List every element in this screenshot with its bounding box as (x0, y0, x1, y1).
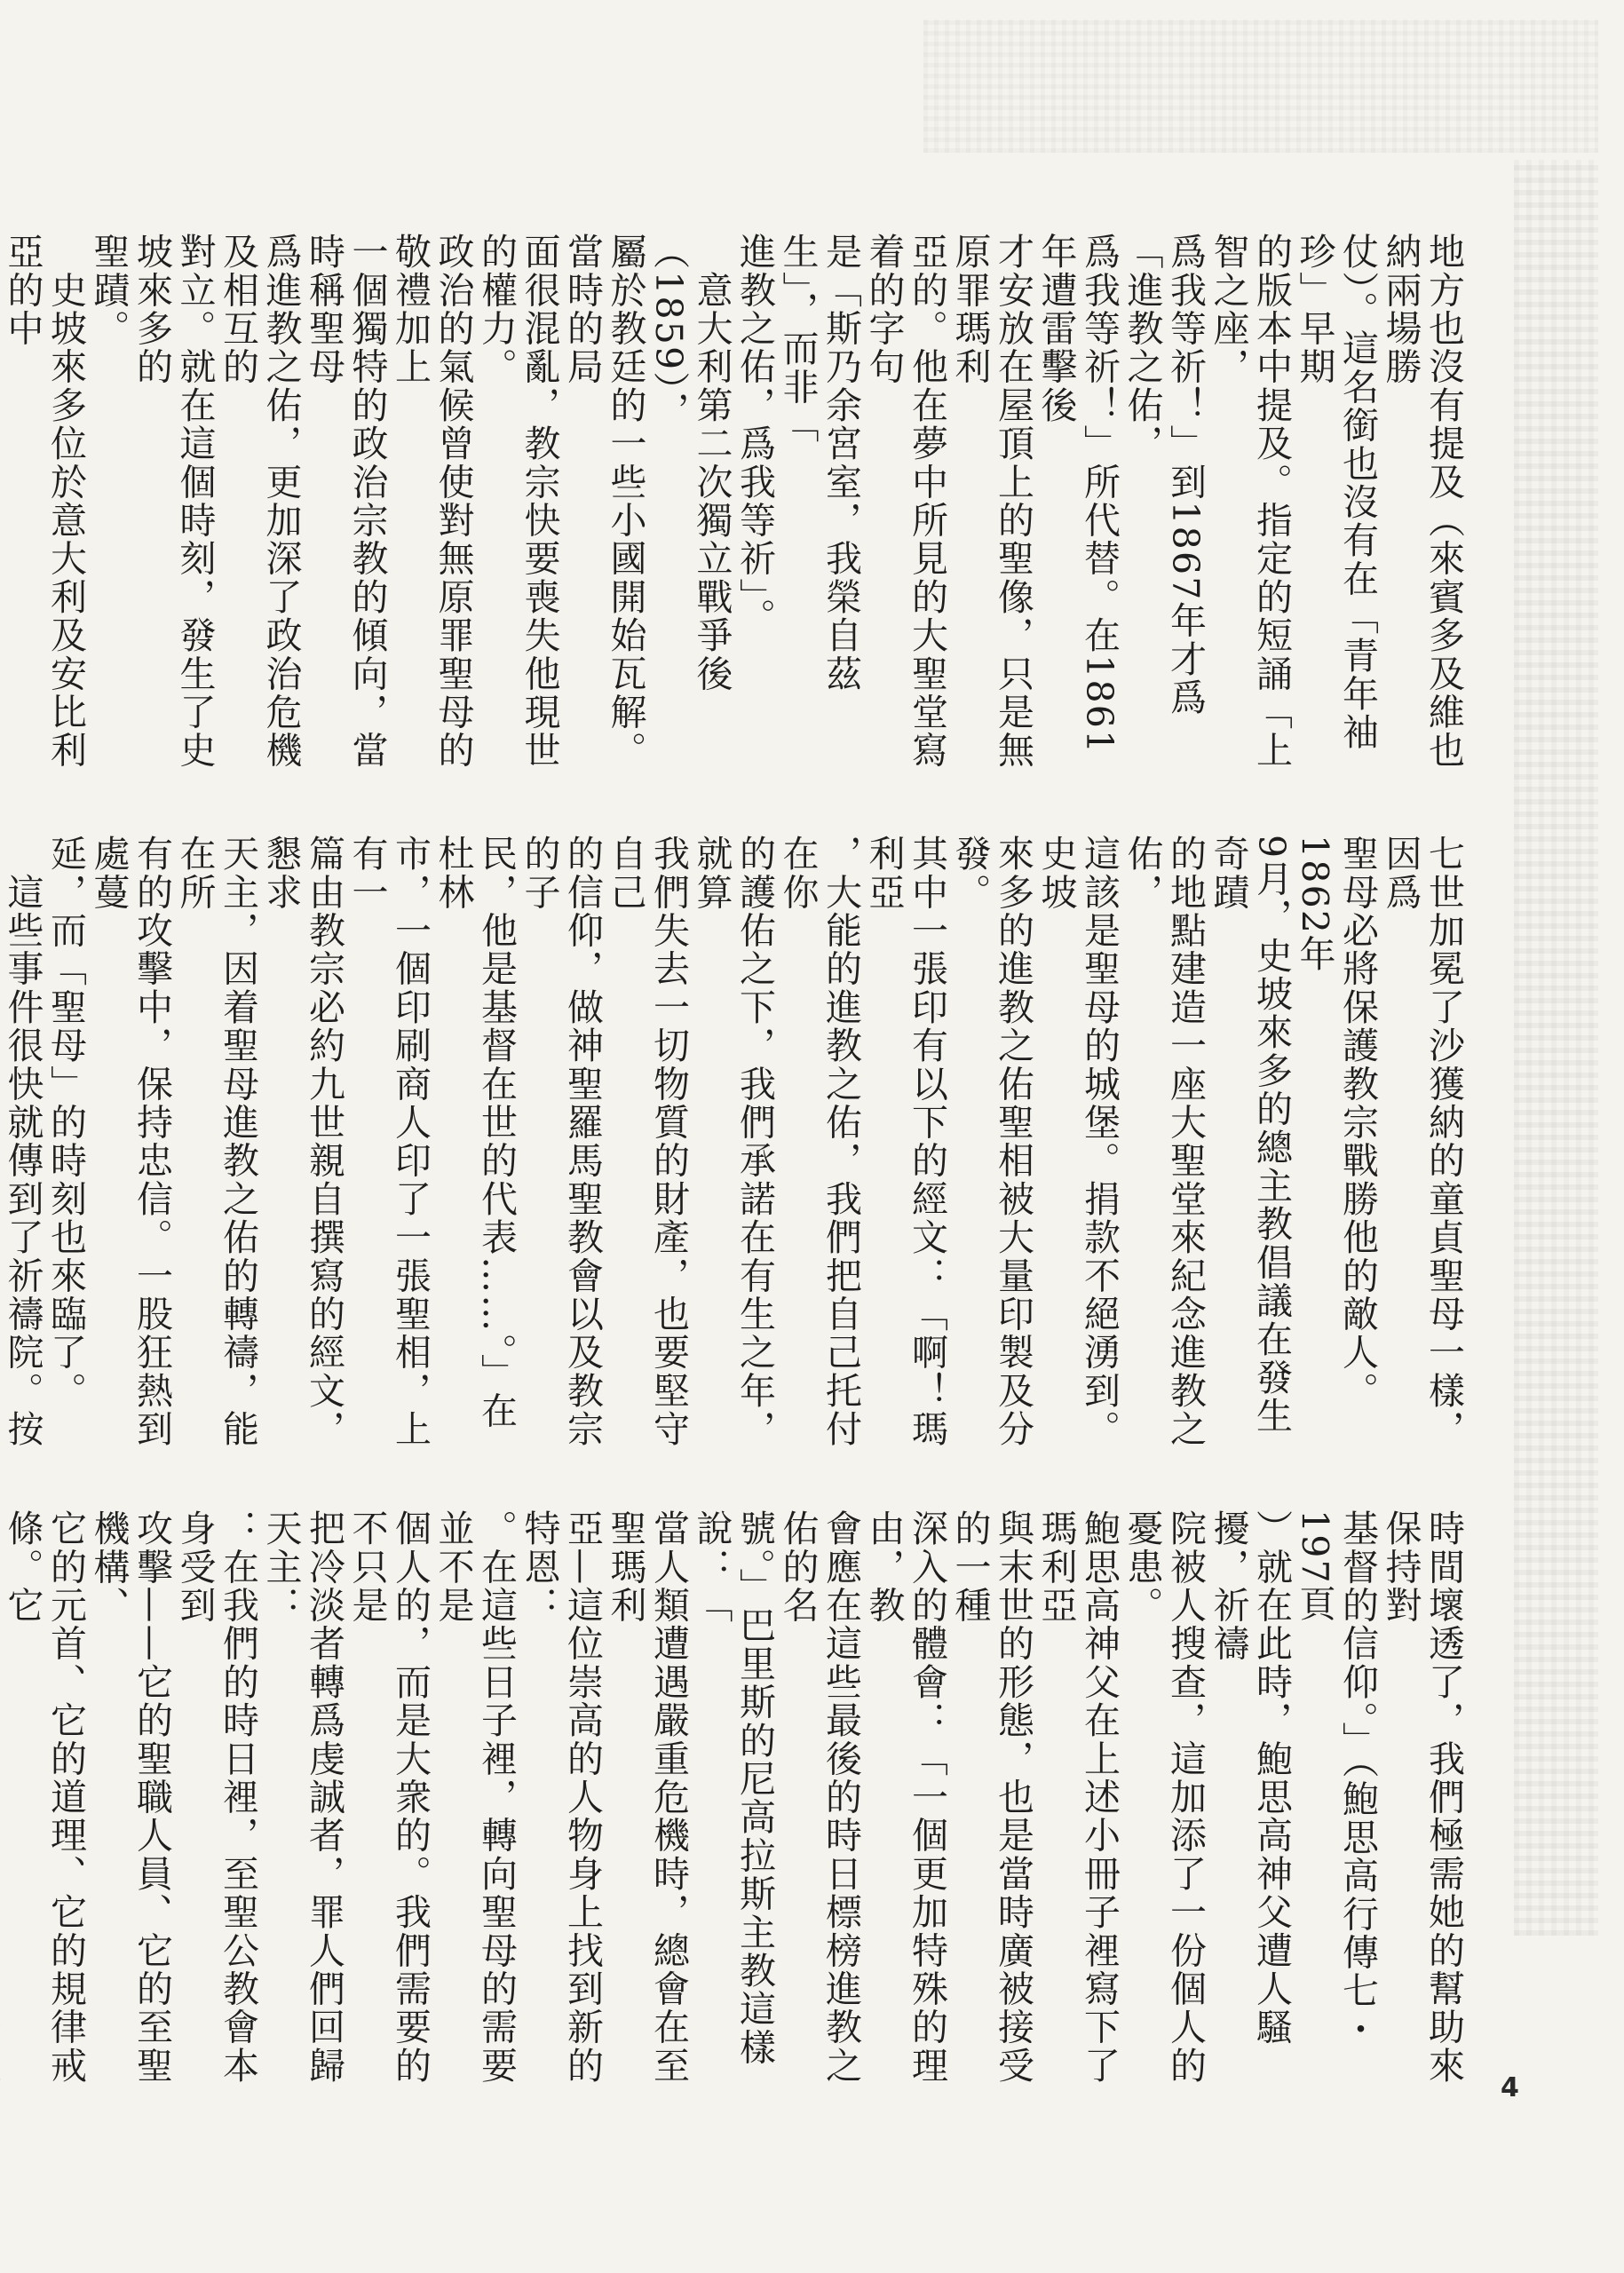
text-column: 攻擊——它的聖職人員、它的至聖機構、 (87, 1509, 173, 2085)
text-column: 會應在這些最後的時日標榜進教之佑的名 (776, 1509, 862, 2085)
text-column: 號。」巴里斯的尼高拉斯主教這樣說：「 (690, 1509, 776, 2067)
text-column: 市，一個印刷商人印了一張聖相，上有一 (345, 835, 432, 1449)
text-column: 聖蹟。 (87, 233, 131, 348)
text-column: 有的攻擊中，保持忠信。一股狂熱到處蔓 (87, 835, 173, 1449)
text-column: 亞的。他在夢中所見的大聖堂寫着的字句 (862, 233, 948, 770)
text-column: 爲進教之佑，更加深了政治危機及相互的 (217, 233, 303, 770)
text-column: 篇由教宗必約九世親自撰寫的經文，懇求 (259, 835, 345, 1449)
text-column: 政治的氣候曾使對無原罪聖母的敬禮加上 (389, 233, 475, 770)
text-block-bottom (1, 1509, 1465, 2113)
text-column: 七世加冕了沙獲納的童貞聖母一樣，因爲 (1379, 835, 1465, 1449)
text-column: 亞—這位崇高的人物身上找到新的特恩： (518, 1509, 604, 2085)
text-column: 的護佑之下，我們承諾在有生之年，就算 (690, 835, 776, 1449)
text-column: 深入的體會：「一個更加特殊的理由，教 (862, 1509, 948, 2085)
text-column: 它的元首、它的道理、它的規律戒條。它 (1, 1509, 87, 2085)
text-column: 的版本中提及。指定的短誦「上智之座， (1207, 233, 1293, 770)
text-column: 與末世的形態，也是當時廣被接受的一種 (948, 1509, 1034, 2085)
text-block-top (1, 233, 1465, 788)
text-column: ）就在此時，鮑思高神父遭人騷擾，祈禱 (1207, 1509, 1293, 2047)
text-column: 。在這些日子裡，轉向聖母的需要並不是 (432, 1509, 518, 2085)
text-column: 時間壞透了，我們極需她的幫助來保持對 (1379, 1509, 1465, 2085)
text-column: 是「斯乃余宮室，我榮自茲生」，而非「 (776, 233, 862, 693)
text-column: 史坡來多位於意大利及安比利亞的中 (1, 233, 87, 770)
text-column: 對立。就在這個時刻，發生了史坡來多的 (131, 233, 217, 770)
text-column: 天主，因着聖母進教之佑的轉禱，能在所 (173, 835, 259, 1449)
text-column: 面很混亂，教宗快要喪失他現世的權力。 (475, 233, 561, 770)
text-column: 鮑思高神父在上述小冊子裡寫下了瑪利亞 (1034, 1509, 1121, 2085)
text-column (0, 1509, 1, 2113)
text-column: ：在我們的時日裡，至聖公教會本身受到 (173, 1509, 259, 2085)
text-column: 仗）。這名銜也沒有在「青年袖珍」早期 (1293, 233, 1379, 752)
text-column: 把冷淡者轉爲虔誠者，罪人們回歸天主： (259, 1509, 345, 2085)
text-column: 延，而「聖母」的時刻也來臨了。 (44, 835, 87, 1410)
text-column: 9月，史坡來多的總主教倡議在發生奇蹟 (1207, 835, 1293, 1436)
text-column: 屬於教廷的一些小國開始瓦解。當時的局 (561, 233, 647, 770)
text-column: 院被人搜查，這加添了一份個人的憂患。 (1121, 1509, 1207, 2085)
text-column: 其中一張印有以下的經文：「啊！瑪利亞 (862, 835, 948, 1449)
decorative-pattern (923, 20, 1598, 153)
text-column: 聖母必將保護教宗戰勝他的敵人。1862年 (1293, 835, 1379, 1410)
text-column: 爲我等祈！」所代替。在1861年遭雷擊後 (1034, 233, 1121, 756)
text-column: 當人類遭遇嚴重危機時，總會在至聖瑪利 (604, 1509, 690, 2085)
text-column: 我們失去一切物質的財產，也要堅守自己 (604, 835, 690, 1449)
page-number: 4 (1501, 2072, 1519, 2103)
text-column: 一個獨特的政治宗教的傾向，當時稱聖母 (303, 233, 389, 770)
text-block-middle (1, 835, 1465, 1456)
text-column: 爲我等祈！」到1867年才爲「進教之佑， (1121, 233, 1207, 717)
text-column: 地方也沒有提及（來賓多及維也納兩場勝 (1379, 233, 1465, 770)
text-column: 的地點建造一座大聖堂來紀念進教之佑， (1121, 835, 1207, 1449)
text-column: 才安放在屋頂上的聖像，只是無原罪瑪利 (948, 233, 1034, 770)
decorative-border (1514, 160, 1598, 1936)
text-column: 基督的信仰。」（鮑思高行傳七・197頁 (1293, 1509, 1379, 2048)
text-column: 這該是聖母的城堡。捐款不絕湧到。史坡 (1034, 835, 1121, 1449)
text-column: 來多的進教之佑聖相被大量印製及分發。 (948, 835, 1034, 1449)
text-column: 這些事件很快就傳到了祈禱院。按 (1, 873, 44, 1449)
text-column (0, 233, 1, 788)
text-column: 民，他是基督在世的代表……。」在杜林 (432, 835, 518, 1430)
text-column: 個人的，而是大衆的。我們需要的不只是 (345, 1509, 432, 2085)
text-column: ，大能的進教之佑，我們把自己托付在你 (776, 835, 862, 1449)
text-column: 的信仰，做神聖羅馬聖教會以及教宗的子 (518, 835, 604, 1449)
text-column: 意大利第二次獨立戰爭後（1859）， (647, 233, 733, 693)
text-column: 進教之佑，爲我等祈」。 (733, 233, 776, 637)
